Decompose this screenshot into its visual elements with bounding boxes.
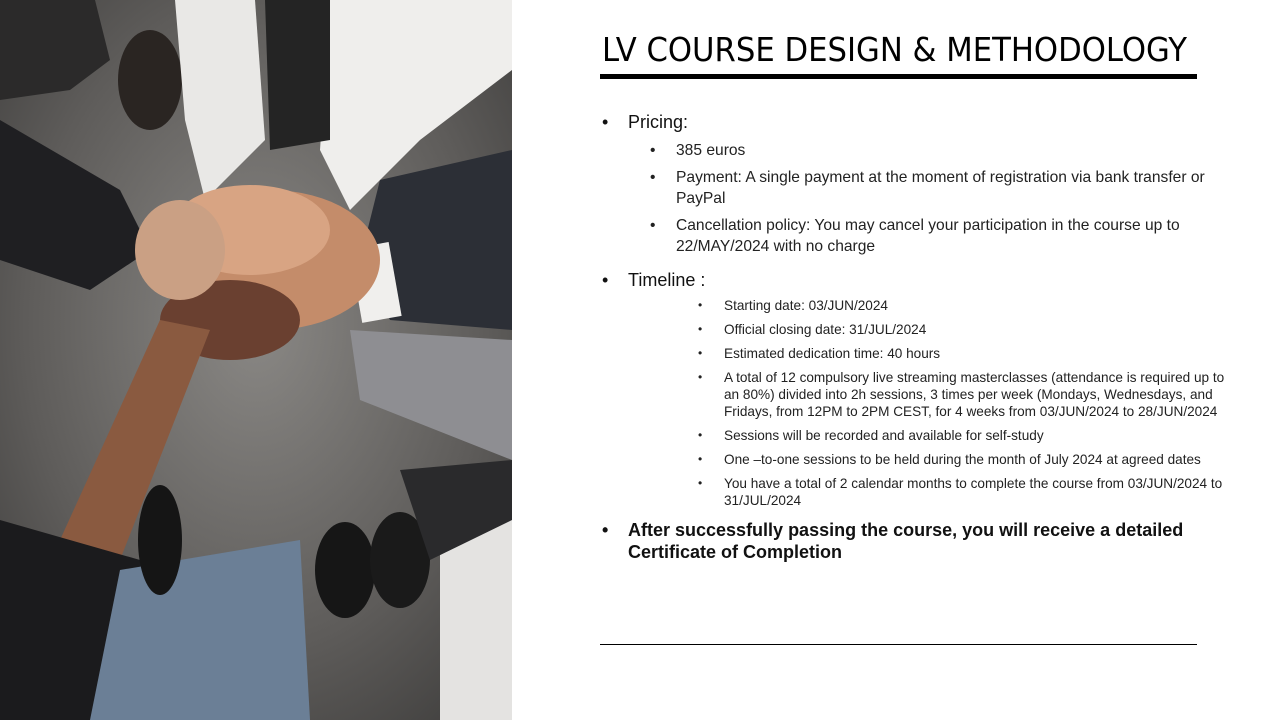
title-underline: [600, 74, 1197, 79]
timeline-item: • Sessions will be recorded and available for self-study: [698, 427, 1242, 444]
timeline-item: • Estimated dedication time: 40 hours: [698, 345, 1242, 362]
timeline-item: • Official closing date: 31/JUL/2024: [698, 321, 1242, 338]
pricing-section: [602, 111, 1242, 257]
completion-statement: • After successfully passing the course, you will receive a detailed Certificate of Completion: [602, 519, 1242, 563]
timeline-section: [602, 269, 1242, 509]
timeline-item: • One –to-one sessions to be held during the month of July 2024 at agreed dates: [698, 451, 1242, 468]
bottom-divider: [600, 644, 1197, 645]
pricing-heading: • Pricing:: [628, 112, 689, 132]
slide-title: LV COURSE DESIGN & METHODOLOGY: [602, 30, 1188, 69]
timeline-item: • Starting date: 03/JUN/2024: [698, 297, 1242, 314]
main-bullet-list: [602, 111, 1242, 563]
pricing-item: • Payment: A single payment at the moment of registration via bank transfer or PayPal: [650, 167, 1242, 209]
pricing-item: • Cancellation policy: You may cancel your participation in the course up to 22/MAY/2024 with no charge: [650, 215, 1242, 257]
timeline-heading: • Timeline :: [628, 270, 706, 290]
pricing-list: [650, 140, 1242, 257]
slide-content: [602, 111, 1242, 563]
pricing-item: • 385 euros: [650, 140, 1242, 161]
timeline-item: • A total of 12 compulsory live streaming masterclasses (attendance is required up to an 80%) divided into 2h sessions, 3 times per week (Mondays, Wednesdays, and Fridays, from 12PM to 2PM CEST, for 4 weeks from 03/JUN/2024 to 28/JUN/2024: [698, 369, 1242, 420]
timeline-item: • You have a total of 2 calendar months to complete the course from 03/JUN/2024 to 31/JUL/2024: [698, 475, 1242, 509]
timeline-list: [698, 297, 1242, 509]
team-hands-photo: [0, 0, 512, 720]
